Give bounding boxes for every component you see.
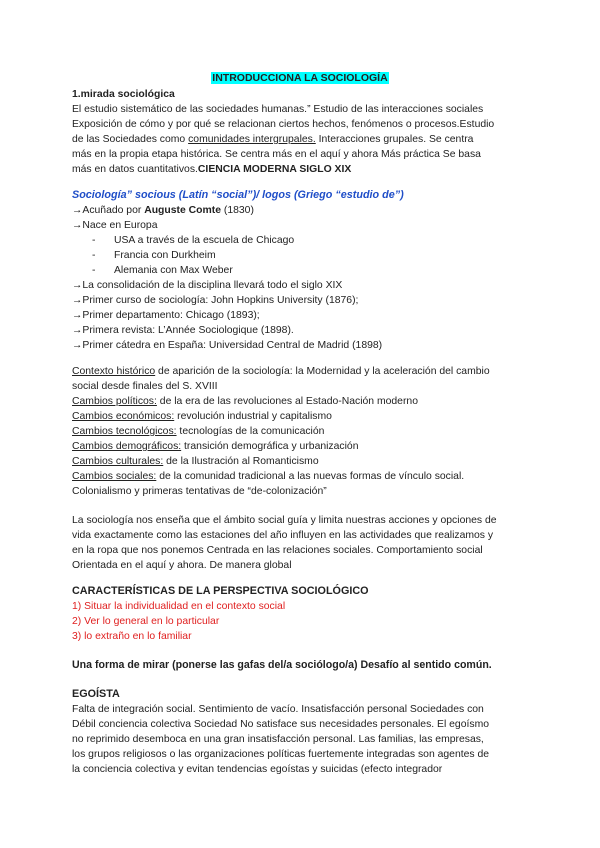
paragraph-line: Contexto histórico de aparición de la sociología: la Modernidad y la aceleración del cambio	[72, 366, 490, 377]
underlined-term: comunidades intergrupales.	[188, 134, 316, 145]
timeline-line: →Acuñado por Auguste Comte (1830)	[72, 205, 254, 216]
section-ensenanza	[72, 513, 532, 573]
paragraph-line: Exposición de cómo y por qué se relacionan ciertos hechos, fenómenos o procesos.Estudio	[72, 119, 495, 130]
change-item: Cambios políticos: de la era de las revoluciones al Estado-Nación moderno	[72, 396, 418, 407]
section-caracteristicas	[72, 584, 532, 644]
paragraph-line: El estudio sistemático de las sociedades humanas.” Estudio de las interacciones sociales	[72, 104, 484, 115]
paragraph-line: la conciencia colectiva y evitan tendencias egoístas y suicidas (efecto integrador	[72, 764, 443, 775]
timeline-line: →Primer departamento: Chicago (1893);	[72, 310, 260, 321]
paragraph-line: más en datos cuantitativos.CIENCIA MODERNA SIGLO XIX	[72, 164, 352, 175]
change-item: Cambios tecnológicos: tecnologías de la comunicación	[72, 426, 325, 437]
section-egoista	[72, 687, 532, 777]
paragraph-line: Orientada en el aquí y ahora. De manera global	[72, 560, 292, 571]
section-heading: 1.mirada sociológica	[72, 89, 175, 100]
list-item: - Francia con Durkheim	[92, 250, 216, 261]
paragraph-line: más en la propia etapa histórica. Se centra más en el aquí y ahora Más práctica Se basa	[72, 149, 481, 160]
change-item: Cambios culturales: de la Ilustración al Romanticismo	[72, 456, 319, 467]
underlined-term: Contexto histórico	[72, 366, 156, 377]
bold-term: Auguste Comte	[144, 205, 221, 216]
bold-term: CIENCIA MODERNA SIGLO XIX	[197, 164, 352, 175]
timeline-line: →Nace en Europa	[72, 220, 158, 231]
paragraph-line: de las Sociedades como comunidades intergrupales. Interacciones grupales. Se centra	[72, 134, 474, 145]
section-contexto-historico	[72, 364, 532, 499]
list-item: - USA a través de la escuela de Chicago	[92, 235, 295, 246]
timeline-line: →Primera revista: L’Année Sociologique (1898).	[72, 325, 294, 336]
paragraph-line: La sociología nos enseña que el ámbito social guía y limita nuestras acciones y opciones de	[72, 515, 497, 526]
paragraph-line: vida exactamente como las estaciones del año influyen en las actividades que realizamos y	[72, 530, 494, 541]
paragraph-line: Colonialismo y primeras tentativas de “de-colonización”	[72, 486, 327, 497]
timeline-line: →Primer curso de sociología: John Hopkins University (1876);	[72, 295, 359, 306]
timeline-line: →La consolidación de la disciplina llevará todo el siglo XIX	[72, 280, 343, 291]
section-heading: CARACTERÍSTICAS DE LA PERSPECTIVA SOCIOLÓGICO	[72, 585, 369, 597]
timeline-line: →Primer cátedra en España: Universidad Central de Madrid (1898)	[72, 340, 383, 351]
section-heading: EGOÍSTA	[72, 688, 120, 700]
paragraph-line: los grupos religiosos o las organizaciones políticas fuertemente integradas son agentes de	[72, 749, 490, 760]
list-item: 1) Situar la individualidad en el contexto social	[72, 601, 286, 612]
section-heading: Sociología” socious (Latín “social”)/ logos (Griego “estudio de”)	[72, 189, 404, 201]
paragraph-line: Débil conciencia colectiva Sociedad No satisface sus necesidades personales. El egoísmo	[72, 719, 490, 730]
section-mirada-sociologica	[72, 87, 532, 177]
section-desafio	[72, 658, 532, 673]
paragraph-line: en la ropa que nos ponemos Centrada en las relaciones sociales. Comportamiento social	[72, 545, 483, 556]
paragraph-line: no reprimido desemboca en una gran insatisfacción personal. Las familias, las empresas,	[72, 734, 484, 745]
change-item: Cambios sociales: de la comunidad tradicional a las nuevas formas de vínculo social.	[72, 471, 465, 482]
country-list	[92, 233, 294, 278]
timeline-list	[72, 278, 532, 353]
paragraph-line: Falta de integración social. Sentimiento de vacío. Insatisfacción personal Sociedades con	[72, 704, 484, 715]
document-title: INTRODUCCIONA LA SOCIOLOGÍA	[212, 72, 388, 84]
list-item: 2) Ver lo general en lo particular	[72, 616, 220, 627]
list-item: 3) lo extraño en lo familiar	[72, 631, 192, 642]
list-item: - Alemania con Max Weber	[92, 265, 233, 276]
change-item: Cambios demográficos: transición demográfica y urbanización	[72, 441, 359, 452]
section-etymology	[72, 188, 532, 233]
paragraph-line: social desde finales del S. XVIII	[72, 381, 218, 392]
bold-statement: Una forma de mirar (ponerse las gafas del/a sociólogo/a) Desafío al sentido común.	[72, 659, 492, 671]
change-item: Cambios económicos: revolución industrial y capitalismo	[72, 411, 332, 422]
